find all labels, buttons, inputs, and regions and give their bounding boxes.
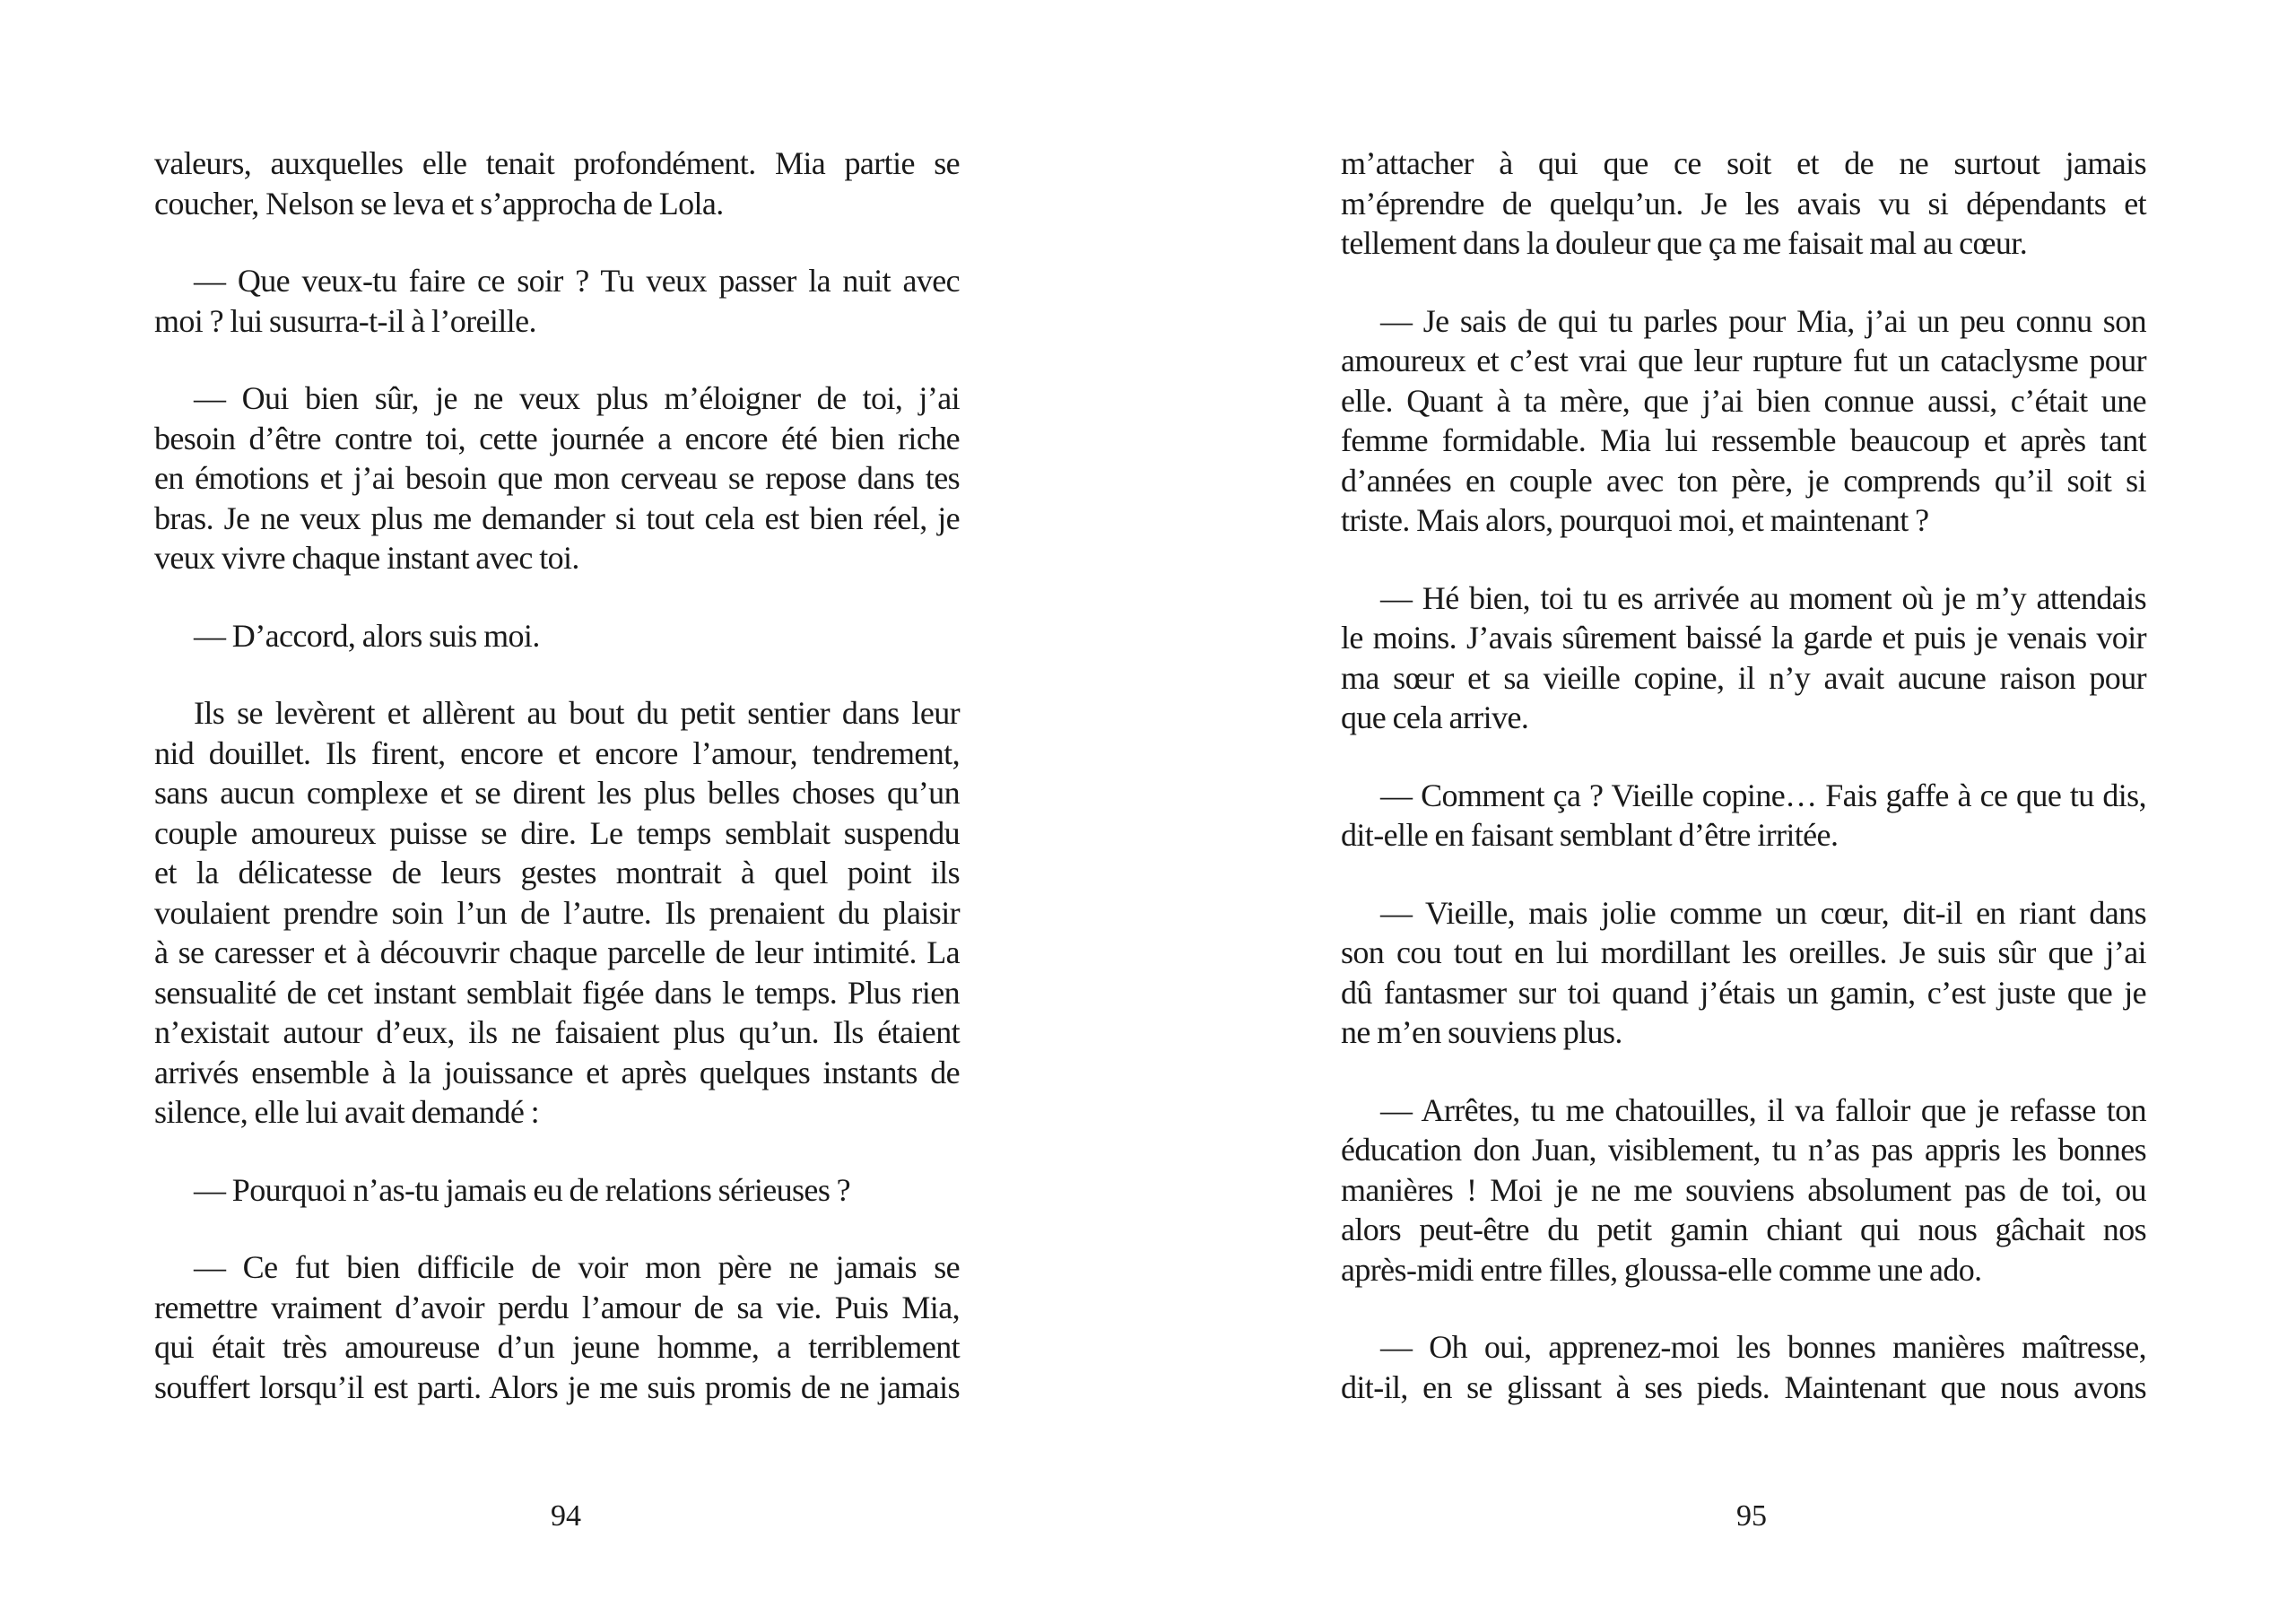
text-line: valeurs, auxquelles elle tenait profondément. Mia partie se <box>154 145 960 181</box>
text-line: le moins. J’avais sûrement baissé la garde et puis je venais voir <box>1341 620 2146 656</box>
paragraph <box>154 616 960 656</box>
paragraph <box>1341 893 2146 1053</box>
text-line: voulaient prendre soin l’un de l’autre. Ils prenaient du plaisir <box>154 894 960 931</box>
right-page <box>1148 0 2296 1607</box>
paragraph <box>154 1170 960 1211</box>
text-line: — Hé bien, toi tu es arrivée au moment où je m’y attendais <box>1380 579 2146 616</box>
text-line: dû fantasmer sur toi quand j’étais un gamin, c’est juste que je <box>1341 974 2146 1011</box>
text-line: silence, elle lui avait demandé : <box>154 1094 540 1130</box>
paragraph <box>1341 1327 2146 1407</box>
text-line: arrivés ensemble à la jouissance et après quelques instants de <box>154 1054 960 1090</box>
paragraph <box>154 261 960 341</box>
text-line: couple amoureux puisse se dire. Le temps semblait suspendu <box>154 814 960 851</box>
text-line: m’attacher à qui que ce soit et de ne surtout jamais <box>1341 145 2146 181</box>
paragraph <box>1341 1090 2146 1290</box>
text-line: besoin d’être contre toi, cette journée a encore été bien riche <box>154 420 960 456</box>
text-line: après-midi entre filles, gloussa-elle comme une ado. <box>1341 1251 1982 1288</box>
text-line: tellement dans la douleur que ça me faisait mal au cœur. <box>1341 225 2028 261</box>
text-line: — Comment ça ? Vieille copine… Fais gaffe à ce que tu dis, <box>1380 777 2146 813</box>
text-line: que cela arrive. <box>1341 699 1529 735</box>
text-line: — Que veux-tu faire ce soir ? Tu veux passer la nuit avec <box>194 263 960 299</box>
text-line: coucher, Nelson se leva et s’approcha de Lola. <box>154 185 724 222</box>
text-line: souffert lorsqu’il est parti. Alors je me suis promis de ne jamais <box>154 1368 960 1405</box>
text-line: nid douillet. Ils firent, encore et encore l’amour, tendrement, <box>154 734 960 771</box>
text-line: et la délicatesse de leurs gestes montrait à quel point ils <box>154 855 960 890</box>
text-line: éducation don Juan, visiblement, tu n’as pas appris les bonnes <box>1341 1132 2146 1168</box>
left-page-body <box>154 143 960 1445</box>
text-line: n’existait autour d’eux, ils ne faisaient plus qu’un. Ils étaient <box>154 1014 960 1050</box>
paragraph <box>1341 578 2146 738</box>
text-line: veux vivre chaque instant avec toi. <box>154 540 579 576</box>
text-line: moi ? lui susurra-t-il à l’oreille. <box>154 302 536 339</box>
text-line: alors peut-être du petit gamin chiant qui nous gâchait nos <box>1341 1212 2146 1247</box>
text-line: — Oui bien sûr, je ne veux plus m’éloigner de toi, j’ai <box>194 380 960 416</box>
text-line: elle. Quant à ta mère, que j’ai bien connue aussi, c’était une <box>1341 382 2146 419</box>
text-line: dit-il, en se glissant à ses pieds. Maintenant que nous avons <box>1341 1368 2146 1405</box>
text-line: ne m’en souviens plus. <box>1341 1014 1622 1050</box>
paragraph <box>1341 143 2146 264</box>
text-line: — D’accord, alors suis moi. <box>194 617 540 654</box>
text-line: — Arrêtes, tu me chatouilles, il va falloir que je refasse ton <box>1380 1091 2146 1128</box>
page-number: 94 <box>551 1499 581 1533</box>
text-line: — Ce fut bien difficile de voir mon père ne jamais se <box>194 1249 960 1285</box>
text-line: dit-elle en faisant semblant d’être irritée. <box>1341 817 1839 853</box>
text-line: à se caresser et à découvrir chaque parcelle de leur intimité. La <box>154 934 960 970</box>
paragraph <box>154 378 960 578</box>
right-page-body <box>1341 143 2146 1445</box>
text-line: ma sœur et sa vieille copine, il n’y avait aucune raison pour <box>1341 659 2146 696</box>
text-line: sensualité de cet instant semblait figée dans le temps. Plus rien <box>154 974 960 1011</box>
text-line: Ils se levèrent et allèrent au bout du petit sentier dans leur <box>194 695 960 731</box>
text-line: en émotions et j’ai besoin que mon cerveau se repose dans tes <box>154 460 960 496</box>
text-line: — Vieille, mais jolie comme un cœur, dit-il en riant dans <box>1380 894 2146 931</box>
paragraph <box>154 1247 960 1407</box>
text-line: sans aucun complexe et se dirent les plus belles choses qu’un <box>154 775 960 811</box>
paragraph <box>154 693 960 1133</box>
paragraph <box>154 143 960 223</box>
text-line: m’éprendre de quelqu’un. Je les avais vu si dépendants et <box>1341 185 2146 222</box>
text-line: — Oh oui, apprenez-moi les bonnes manières maîtresse, <box>1380 1329 2146 1365</box>
text-line: femme formidable. Mia lui ressemble beaucoup et après tant <box>1341 422 2146 458</box>
text-line: amoureux et c’est vrai que leur rupture fut un cataclysme pour <box>1341 343 2146 378</box>
text-line: son cou tout en lui mordillant les oreilles. Je suis sûr que j’ai <box>1341 934 2146 970</box>
text-line: — Je sais de qui tu parles pour Mia, j’ai un peu connu son <box>1380 302 2146 339</box>
paragraph <box>1341 301 2146 541</box>
text-line: d’années en couple avec ton père, je comprends qu’il soit si <box>1341 462 2146 499</box>
text-line: remettre vraiment d’avoir perdu l’amour de sa vie. Puis Mia, <box>154 1289 960 1325</box>
text-line: triste. Mais alors, pourquoi moi, et maintenant ? <box>1341 502 1929 538</box>
page-number: 95 <box>1736 1499 1767 1533</box>
text-line: — Pourquoi n’as-tu jamais eu de relations sérieuses ? <box>194 1171 851 1208</box>
text-line: qui était très amoureuse d’un jeune homme, a terriblement <box>154 1329 960 1365</box>
text-line: bras. Je ne veux plus me demander si tout cela est bien réel, je <box>154 499 960 536</box>
text-line: manières ! Moi je ne me souviens absolument pas de toi, ou <box>1341 1171 2146 1208</box>
paragraph <box>1341 776 2146 856</box>
